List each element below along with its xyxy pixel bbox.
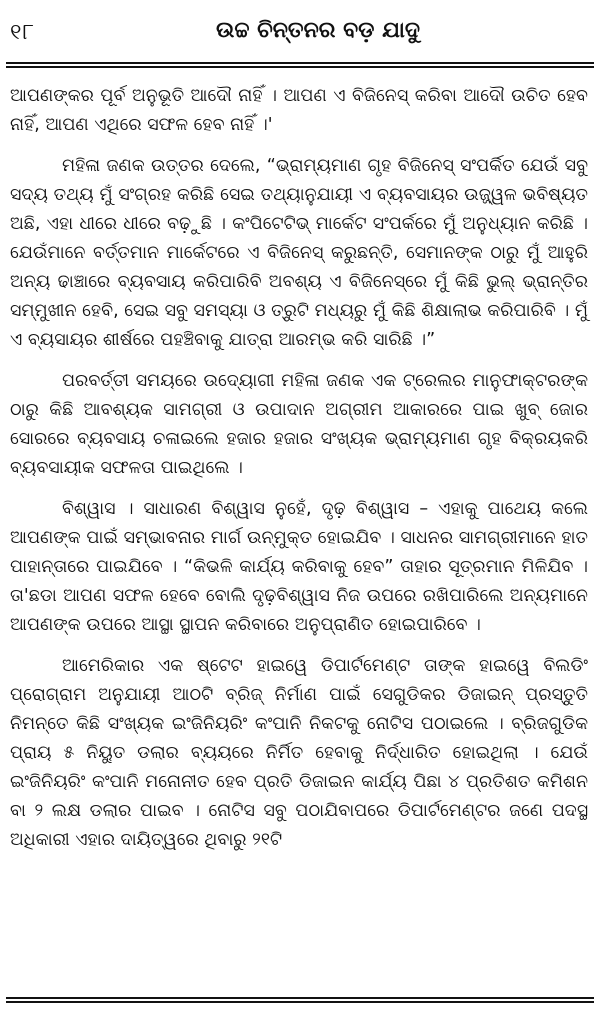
body-text <box>10 82 588 867</box>
paragraph-highway-department: ଆମେରିକାର ଏକ ଷ୍ଟେଟ ହାଇୱେ ଡିପାର୍ଟମେଣ୍ଟ ତାଙ୍କ ହାଇୱେ ବିଲଡିଂ ପ୍ରୋଗ୍ରାମ ଅନୁଯାୟୀ ଆଠଟି ବ୍ରିଜ୍ ନିର୍ମାଣ ପାଇଁ ସେଗୁଡିକର ଡିଜାଇନ୍ ପ୍ରସ୍ତୁତି ନିମନ୍ତେ କିଛି ସଂଖ୍ୟକ ଇଂଜିନିୟରିଂ କଂପାନି ନିକଟକୁ ନୋଟିସ ପଠାଇଲେ । ବ୍ରିଜଗୁଡିକ ପ୍ରାୟ ୫ ନିୟୁତ ଡଲାର ବ୍ୟୟରେ ନିର୍ମିତ ହେବାକୁ ନିର୍ଦ୍ଧାରିତ ହୋଇଥିଲା । ଯେଉଁ ଇଂଜିନିୟରିଂ କଂପାନି ମନୋନୀତ ହେବ ପ୍ରତି ଡିଜାଇନ କାର୍ଯ୍ୟ ପିଛା ୪ ପ୍ରତିଶତ କମିଶନ ବା ୨ ଲକ୍ଷ ଡଲାର ପାଇବ । ନୋଟିସ ସବୁ ପଠାଯିବାପରେ ଡିପାର୍ଟମେଣ୍ଟର ଜଣେ ପଦସ୍ଥ ଅଧିକାରୀ ଏହାର ଦାୟିତ୍ୱରେ ଥିବାରୁ ୨୧ଟି <box>10 656 588 850</box>
paragraph-belief: ବିଶ୍ୱାସ । ସାଧାରଣ ବିଶ୍ୱାସ ନୁହେଁ, ଦୃଢ଼ ବିଶ୍ୱାସ – ଏହାକୁ ପାଥେୟ କଲେ ଆପଣଙ୍କ ପାଇଁ ସମ୍ଭାବନାର ମାର୍ଗ ଉନ୍ମୁକ୍ତ ହୋଇଯିବ । ସାଧନର ସାମଗ୍ରୀମାନେ ହାତ ପାହାନ୍ତାରେ ପାଇଯିବେ । “କିଭଳି କାର୍ଯ୍ୟ କରିବାକୁ ହେବ” ତାହାର ସୂତ୍ରମାନ ମିଳିଯିବ । ତା'ଛଡା ଆପଣ ସଫଳ ହେବେ ବୋଲି ଦୃଢ଼ବିଶ୍ୱାସ ନିଜ ଉପରେ ରଖିପାରିଲେ ଅନ୍ୟମାନେ ଆପଣଙ୍କ ଉପରେ ଆସ୍ଥା ସ୍ଥାପନ କରିବାରେ ଅନୁପ୍ରାଣିତ ହୋଇପାରିବେ । <box>10 499 588 635</box>
running-title: ଉଚ୍ଚ ଚିନ୍ତନର ବଡ଼ ଯାଦୁ <box>216 18 420 43</box>
paragraph-woman-reply: ମହିଳା ଜଣକ ଉତ୍ତର ଦେଲେ, “ଭ୍ରାମ୍ୟମାଣ ଗୃହ ବିଜିନେସ୍ ସଂପର୍କିତ ଯେଉଁ ସବୁ ସଦ୍ୟ ତଥ୍ୟ ମୁଁ ସଂଗ୍ରହ କରିଛି ସେଇ ତଥ୍ୟାନୁଯାୟୀ ଏ ବ୍ୟବସାୟର ଉଜ୍ଜ୍ୱଳ ଭବିଷ୍ୟତ ଅଛି, ଏହା ଧୀରେ ଧୀରେ ବଢ଼ୁଛି । କଂପିଟେଟିଭ୍ ମାର୍କେଟ ସଂପର୍କରେ ମୁଁ ଅନୁଧ୍ୟାନ କରିଛି । ଯେଉଁମାନେ ବର୍ତ୍ତମାନ ମାର୍କେଟରେ ଏ ବିଜିନେସ୍ କରୁଛନ୍ତି, ସେମାନଙ୍କ ଠାରୁ ମୁଁ ଆହୁରି ଅନ୍ୟ ଢାଞ୍ଚାରେ ବ୍ୟବସାୟ କରିପାରିବି ଅବଶ୍ୟ ଏ ବିଜିନେସ୍‌ରେ ମୁଁ କିଛି ଭୁଲ୍ ଭ୍ରାନ୍ତିର ସମ୍ମୁଖୀନ ହେବି, ସେଇ ସବୁ ସମସ୍ୟା ଓ ତ୍ରୁଟି ମଧ୍ୟରୁ ମୁଁ କିଛି ଶିକ୍ଷାଲାଭ କରିପାରିବି । ମୁଁ ଏ ବ୍ୟସାୟର ଶୀର୍ଷରେ ପହଞ୍ଚିବାକୁ ଯାତ୍ରା ଆରମ୍ଭ କରି ସାରିଛି ।” <box>10 156 588 350</box>
page-header <box>6 14 590 54</box>
paragraph-continuation: ଆପଣଙ୍କର ପୂର୍ବ ଅନୁଭୂତି ଆଦୌ ନାହିଁ । ଆପଣ ଏ ବିଜିନେସ୍ କରିବା ଆଦୌ ଉଚିତ ହେବ ନାହିଁ, ଆପଣ ଏଥିରେ ସଫଳ ହେବ ନାହିଁ ।' <box>10 86 588 135</box>
header-rule-top <box>6 62 594 64</box>
paragraph-business-success: ପରବର୍ତ୍ତୀ ସମୟରେ ଉଦ୍ୟୋଗୀ ମହିଳା ଜଣକ ଏକ ଟ୍ରେଲର ମାନୁଫାକ୍ଟରଙ୍କ ଠାରୁ କିଛି ଆବଶ୍ୟକ ସାମଗ୍ରୀ ଓ ଉପାଦାନ ଅଗ୍ରୀମ ଆକାରରେ ପାଇ ଖୁବ୍ ଜୋର ସୋରରେ ବ୍ୟବସାୟ ଚଳାଇଲେ ହଜାର ହଜାର ସଂଖ୍ୟକ ଭ୍ରାମ୍ୟମାଣ ଗୃହ ବିକ୍ରୟକରି ବ୍ୟବସାୟୀକ ସଫଳତା ପାଇଥିଲେ । <box>10 371 588 478</box>
footer-rule-bottom <box>6 1001 594 1003</box>
header-rule-bottom <box>6 66 594 68</box>
page-number: ୧୮ <box>10 20 35 45</box>
footer-rule-top <box>6 997 594 999</box>
